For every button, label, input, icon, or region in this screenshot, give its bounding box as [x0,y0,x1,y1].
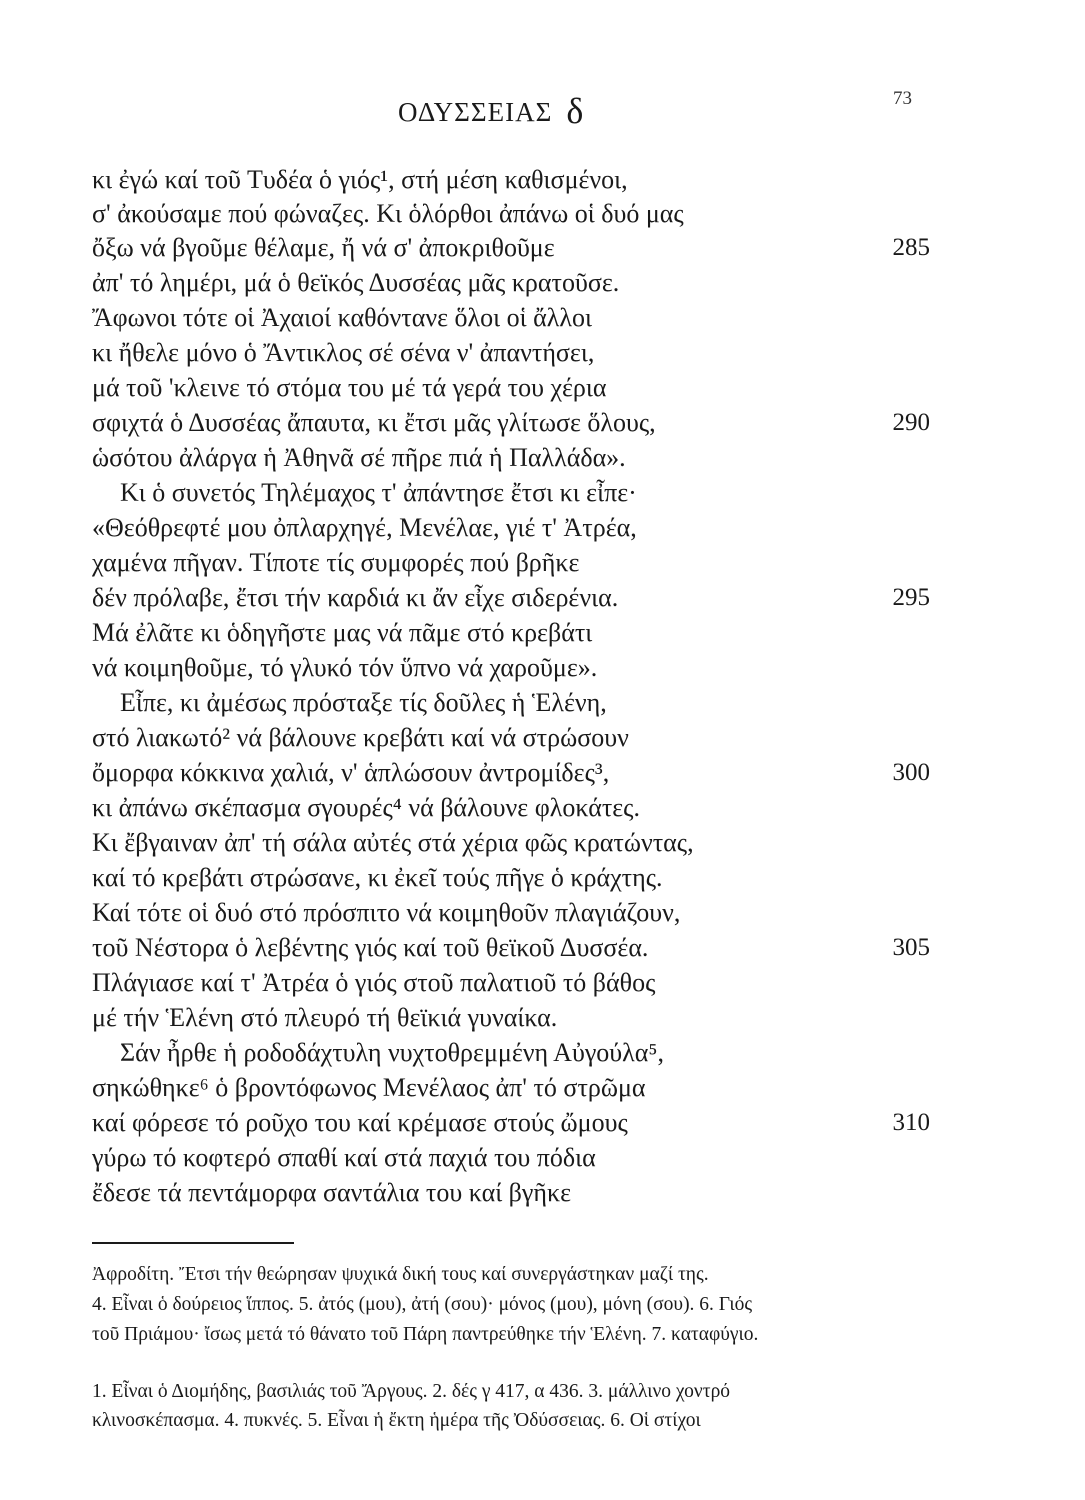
verse-line: σηκώθηκε⁶ ὁ βροντόφωνος Μενέλαος ἀπ' τό στρῶμα [92,1073,646,1102]
verse-line: ὄξω νά βγοῦμε θέλαμε, ἤ νά σ' ἀποκριθοῦμε [92,233,555,262]
footnote-line: 1. Εἶναι ὁ Διομήδης, βασιλιάς τοῦ Ἄργους. 2. δές γ 417, α 436. 3. μάλλινο χοντρό [92,1381,731,1402]
footnote-line: τοῦ Πριάμου· ἴσως μετά τό θάνατο τοῦ Πάρη παντρεύθηκε τήν Ἑλένη. 7. καταφύγιο. [92,1324,759,1345]
line-number: 300 [892,759,930,786]
verse-line: σφιχτά ὁ Δυσσέας ἄπαυτα, κι ἔτσι μᾶς γλίτωσε ὅλους, [92,408,656,437]
running-header [398,88,584,130]
verse-line: κι ἐγώ καί τοῦ Τυδέα ὁ γιός¹, στή μέση καθισμένοι, [92,165,628,194]
footnote-divider [92,1242,294,1244]
verse-line: Εἶπε, κι ἀμέσως πρόσταξε τίς δοῦλες ἡ Ἑλένη, [120,688,607,717]
verse-line: μέ τήν Ἑλένη στό πλευρό τή θεϊκιά γυναίκα. [92,1003,558,1032]
verse-line: νά κοιμηθοῦμε, τό γλυκό τόν ὕπνο νά χαροῦμε». [92,653,598,682]
verse-line: Καί τότε οἱ δυό στό πρόσπιτο νά κοιμηθοῦν πλαγιάζουν, [92,898,681,927]
verse-line: Μά ἐλᾶτε κι ὁδηγῆστε μας νά πᾶμε στό κρεβάτι [92,618,593,647]
verse-line: ὄμορφα κόκκινα χαλιά, ν' ἁπλώσουν ἀντρομίδες³, [92,758,610,787]
verse-line: χαμένα πῆγαν. Τίποτε τίς συμφορές πού βρῆκε [92,548,580,577]
verse-line: κι ἤθελε μόνο ὁ Ἄντικλος σέ σένα ν' ἀπαντήσει, [92,338,595,367]
verse-line: ἀπ' τό λημέρι, μά ὁ θεϊκός Δυσσέας μᾶς κρατοῦσε. [92,268,620,297]
line-number: 290 [892,409,930,436]
verse-line: δέν πρόλαβε, ἔτσι τήν καρδιά κι ἄν εἶχε σιδερένια. [92,583,619,612]
verse-line: στό λιακωτό² νά βάλουνε κρεβάτι καί νά στρώσουν [92,723,629,752]
verse-line: καί φόρεσε τό ροῦχο του καί κρέμασε στούς ὤμους [92,1108,628,1137]
footnote-line: Ἀφροδίτη. Ἔτσι τήν θεώρησαν ψυχικά δική τους καί συνεργάστηκαν μαζί της. [92,1264,709,1285]
book-letter: δ [566,91,585,131]
verse-line: μά τοῦ 'κλεινε τό στόμα του μέ τά γερά του χέρια [92,373,607,402]
verse-line: «Θεόθρεφτέ μου ὀπλαρχηγέ, Μενέλαε, γιέ τ' Ἀτρέα, [92,513,637,542]
verse-line: Κι ὁ συνετός Τηλέμαχος τ' ἀπάντησε ἔτσι κι εἶπε· [120,478,637,507]
verse-line: Πλάγιασε καί τ' Ἀτρέα ὁ γιός στοῦ παλατιοῦ τό βάθος [92,968,656,997]
line-number: 295 [892,584,930,611]
verse-line: γύρω τό κοφτερό σπαθί καί στά παχιά του πόδια [92,1143,596,1172]
verse-line: Σάν ἦρθε ἡ ροδοδάχτυλη νυχτοθρεμμένη Αὐγούλα⁵, [120,1038,664,1067]
verse-line: τοῦ Νέστορα ὁ λεβέντης γιός καί τοῦ θεϊκοῦ Δυσσέα. [92,933,649,962]
verse-line: κι ἀπάνω σκέπασμα σγουρές⁴ νά βάλουνε φλοκάτες. [92,793,640,822]
line-number: 305 [892,934,930,961]
page-number: 73 [893,88,912,109]
verse-line: ἔδεσε τά πεντάμορφα σαντάλια του καί βγῆκε [92,1178,572,1207]
verse-line: ὡσότου ἀλάργα ἡ Ἀθηνᾶ σέ πῆρε πιά ἡ Παλλάδα». [92,443,626,472]
header-title: ΟΔΥΣΣΕΙΑΣ [398,97,553,127]
footnote-line: κλινοσκέπασμα. 4. πυκνές. 5. Εἶναι ἡ ἔκτη ἡμέρα τῆς Ὀδύσσειας. 6. Οἱ στίχοι [92,1410,701,1431]
line-number: 310 [892,1109,930,1136]
footnote-line: 4. Εἶναι ὁ δούρειος ἵππος. 5. ἀτός (μου), ἀτή (σου)· μόνος (μου), μόνη (σου). 6. Γιός [92,1294,753,1315]
line-number: 285 [892,234,930,261]
verse-line: καί τό κρεβάτι στρώσανε, κι ἐκεῖ τούς πῆγε ὁ κράχτης. [92,863,663,892]
verse-line: Ἄφωνοι τότε οἱ Ἀχαιοί καθόντανε ὅλοι οἱ ἄλλοι [92,303,592,332]
verse-line: σ' ἀκούσαμε πού φώναζες. Κι ὁλόρθοι ἀπάνω οἱ δυό μας [92,199,684,228]
verse-line: Κι ἔβγαιναν ἀπ' τή σάλα αὐτές στά χέρια φῶς κρατώντας, [92,828,694,857]
